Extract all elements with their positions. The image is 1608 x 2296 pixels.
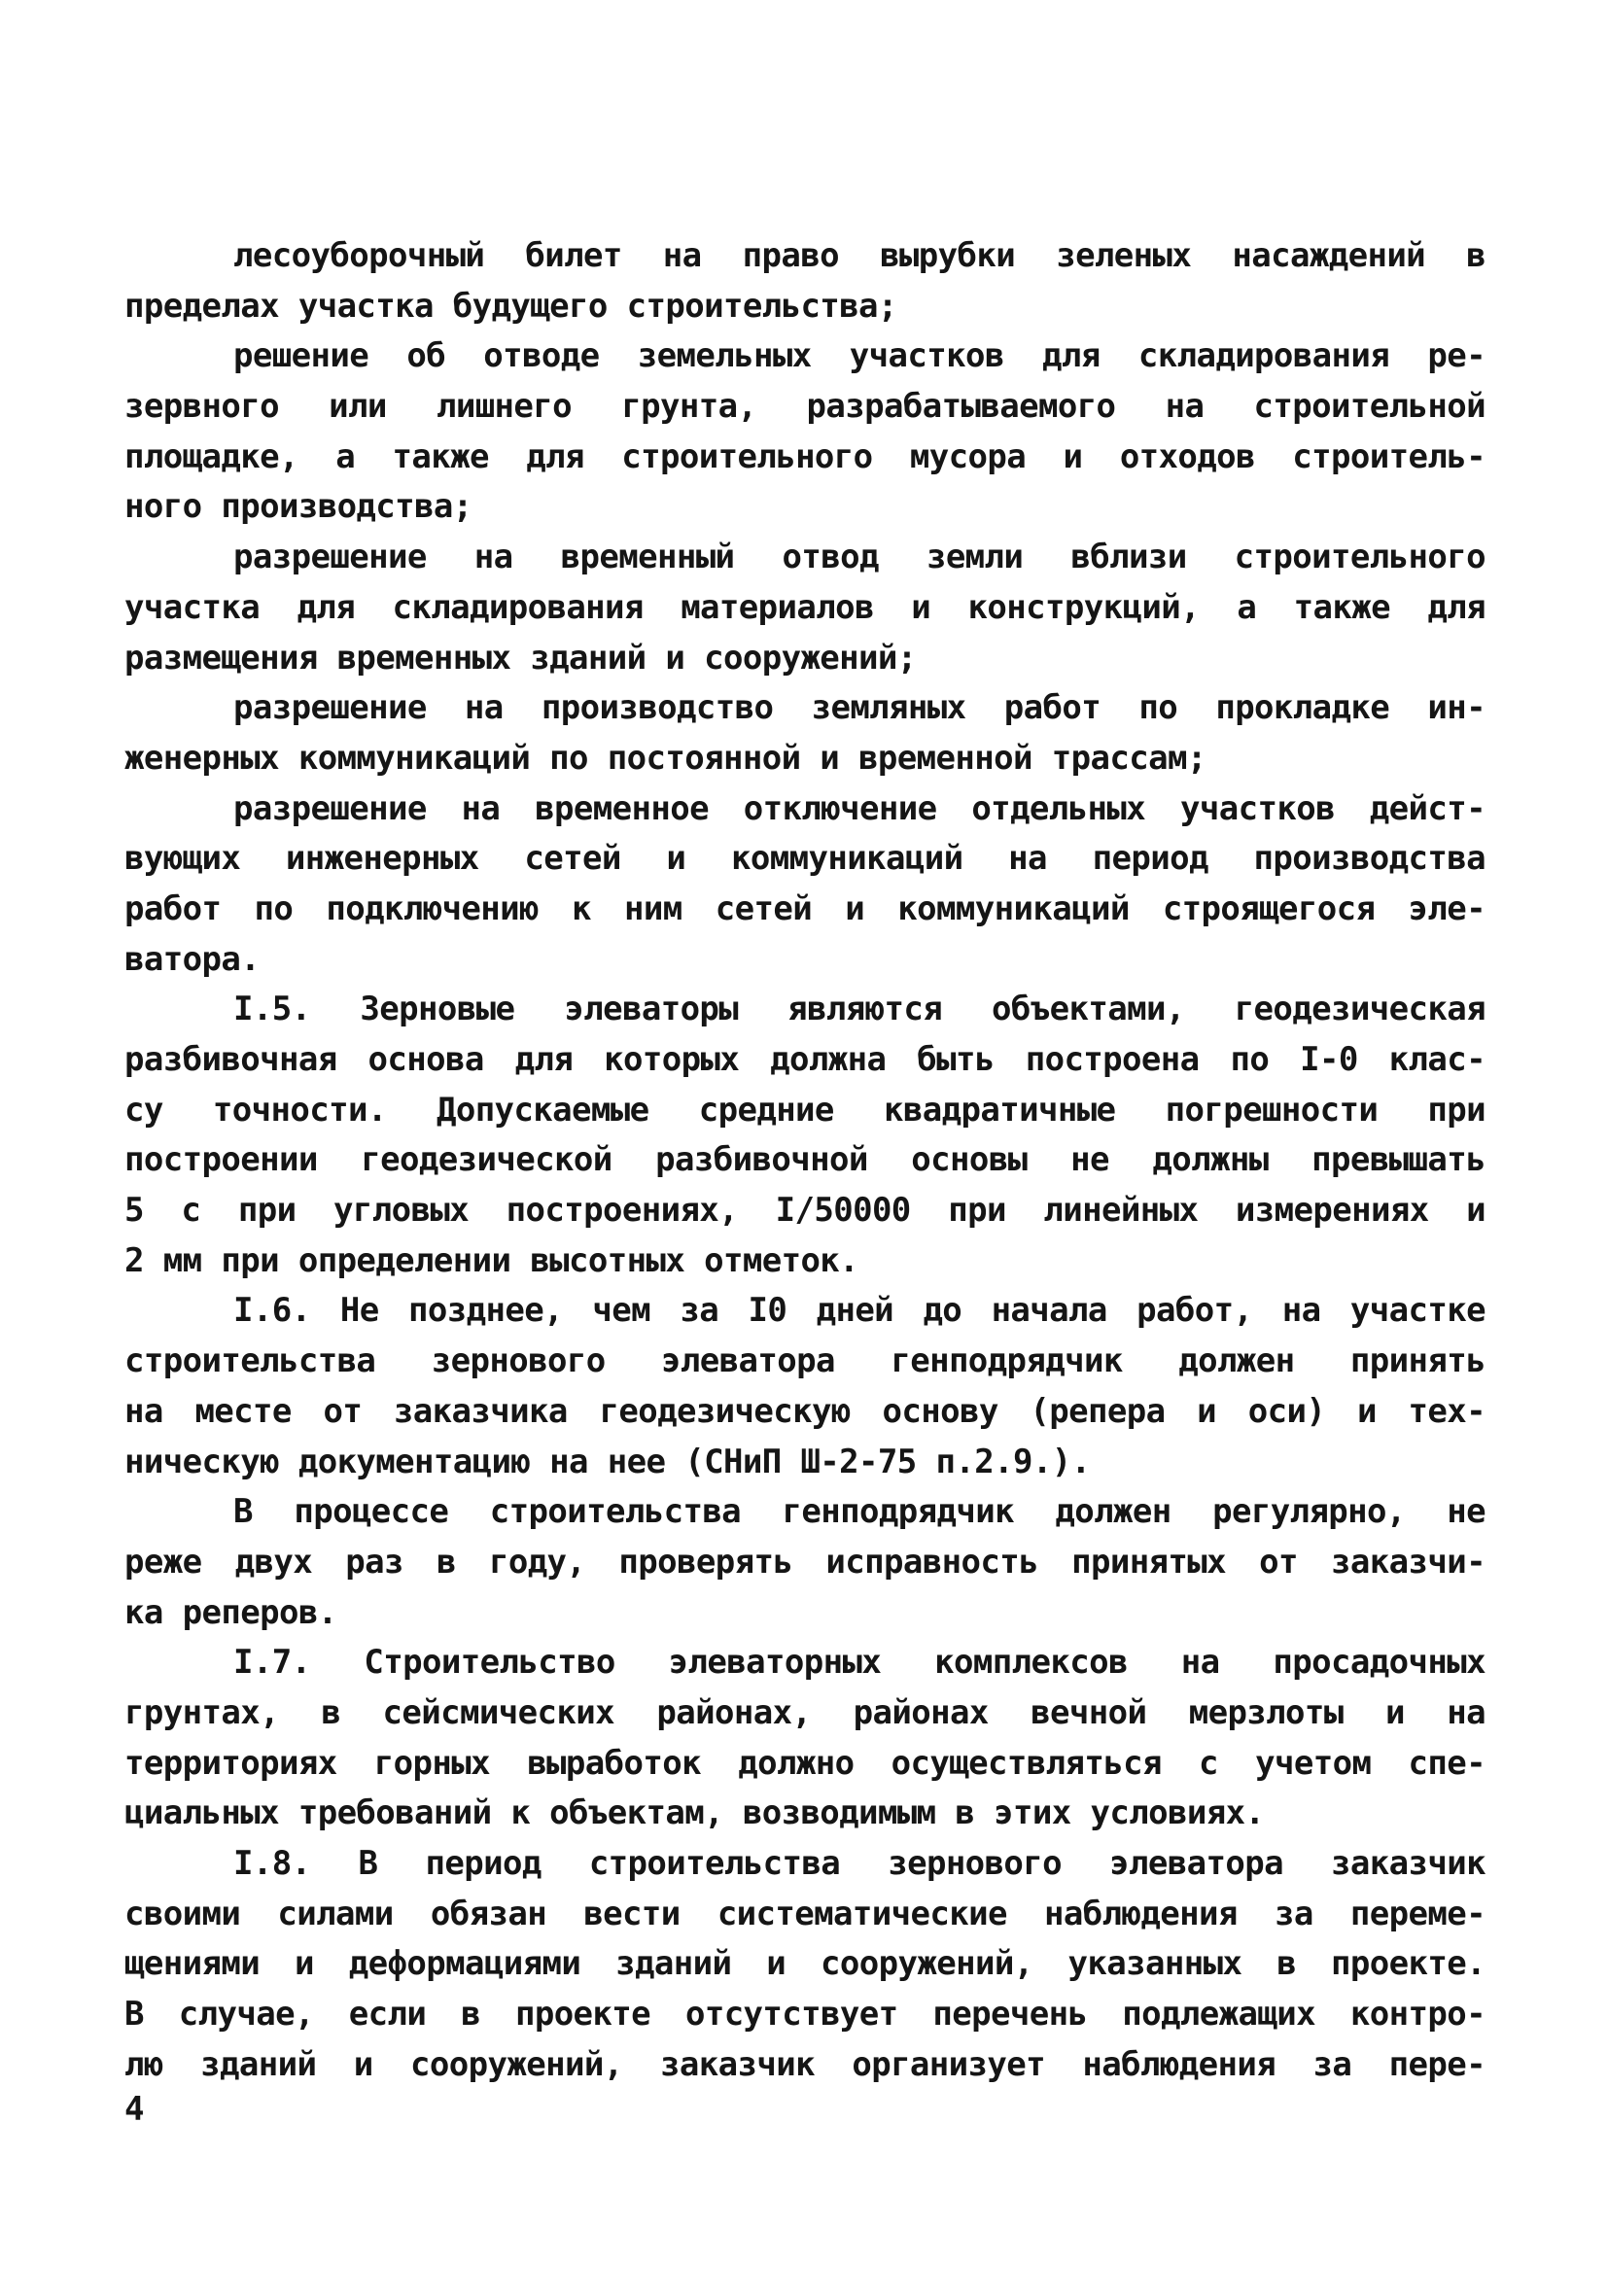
- text-line: разрешение на производство земляных работ по прокладке ин-: [233, 688, 1486, 728]
- text-line: грунтах, в сейсмических районах, районах вечной мерзлоты и на: [124, 1692, 1486, 1732]
- text-line: лю зданий и сооружений, заказчик организует наблюдения за пере-: [124, 2044, 1486, 2084]
- text-line: разбивочная основа для которых должна быть построена по I-0 клас-: [124, 1040, 1486, 1079]
- body-text: [124, 231, 1486, 2090]
- text-line: разрешение на временный отвод земли вблизи строительного: [233, 538, 1486, 577]
- text-line: ка реперов.: [124, 1592, 337, 1632]
- text-line: участка для складирования материалов и конструкций, а также для: [124, 587, 1486, 627]
- page-number: 4: [124, 2090, 145, 2129]
- text-line: пределах участка будущего строительства;: [124, 286, 897, 326]
- text-line: 2 мм при определении высотных отметок.: [124, 1240, 859, 1280]
- text-line: работ по подключению к ним сетей и коммуникаций строящегося эле-: [124, 888, 1486, 928]
- text-line: I.5. Зерновые элеваторы являются объектами, геодезическая: [233, 990, 1486, 1029]
- text-line: решение об отводе земельных участков для складирования ре-: [233, 336, 1486, 376]
- text-line: построении геодезической разбивочной основы не должны превышать: [124, 1140, 1486, 1180]
- text-line: на месте от заказчика геодезическую основу (репера и оси) и тех-: [124, 1391, 1486, 1431]
- text-line: лесоуборочный билет на право вырубки зеленых насаждений в: [233, 236, 1486, 275]
- text-line: реже двух раз в году, проверять исправность принятых от заказчи-: [124, 1542, 1486, 1582]
- text-line: В случае, если в проекте отсутствует перечень подлежащих контро-: [124, 1995, 1486, 2035]
- text-line: строительства зернового элеватора генподрядчик должен принять: [124, 1341, 1486, 1381]
- text-line: I.6. Не позднее, чем за I0 дней до начала работ, на участке: [233, 1291, 1486, 1331]
- text-line: I.8. В период строительства зернового элеватора заказчик: [233, 1844, 1486, 1883]
- text-line: разрешение на временное отключение отдельных участков дейст-: [233, 788, 1486, 828]
- text-line: ного производства;: [124, 487, 472, 527]
- text-line: ническую документацию на нее (СНиП Ш-2-75 п.2.9.).: [124, 1442, 1091, 1481]
- text-line: 5 с при угловых построениях, I/50000 при линейных измерениях и: [124, 1191, 1486, 1231]
- text-line: ватора.: [124, 939, 261, 979]
- text-line: циальных требований к объектам, возводимым в этих условиях.: [124, 1793, 1265, 1833]
- text-line: щениями и деформациями зданий и сооружений, указанных в проекте.: [124, 1944, 1486, 1984]
- text-line: В процессе строительства генподрядчик должен регулярно, не: [233, 1492, 1486, 1532]
- text-line: су точности. Допускаемые средние квадратичные погрешности при: [124, 1090, 1486, 1130]
- text-line: женерных коммуникаций по постоянной и временной трассам;: [124, 738, 1206, 778]
- text-line: зервного или лишнего грунта, разрабатываемого на строительной: [124, 387, 1486, 427]
- text-line: вующих инженерных сетей и коммуникаций на период производства: [124, 839, 1486, 879]
- text-line: I.7. Строительство элеваторных комплексов на просадочных: [233, 1643, 1486, 1683]
- text-line: площадке, а также для строительного мусора и отходов строитель-: [124, 436, 1486, 476]
- text-line: территориях горных выработок должно осуществляться с учетом спе-: [124, 1743, 1486, 1783]
- text-line: размещения временных зданий и сооружений;: [124, 638, 917, 678]
- text-line: своими силами обязан вести систематические наблюдения за переме-: [124, 1894, 1486, 1933]
